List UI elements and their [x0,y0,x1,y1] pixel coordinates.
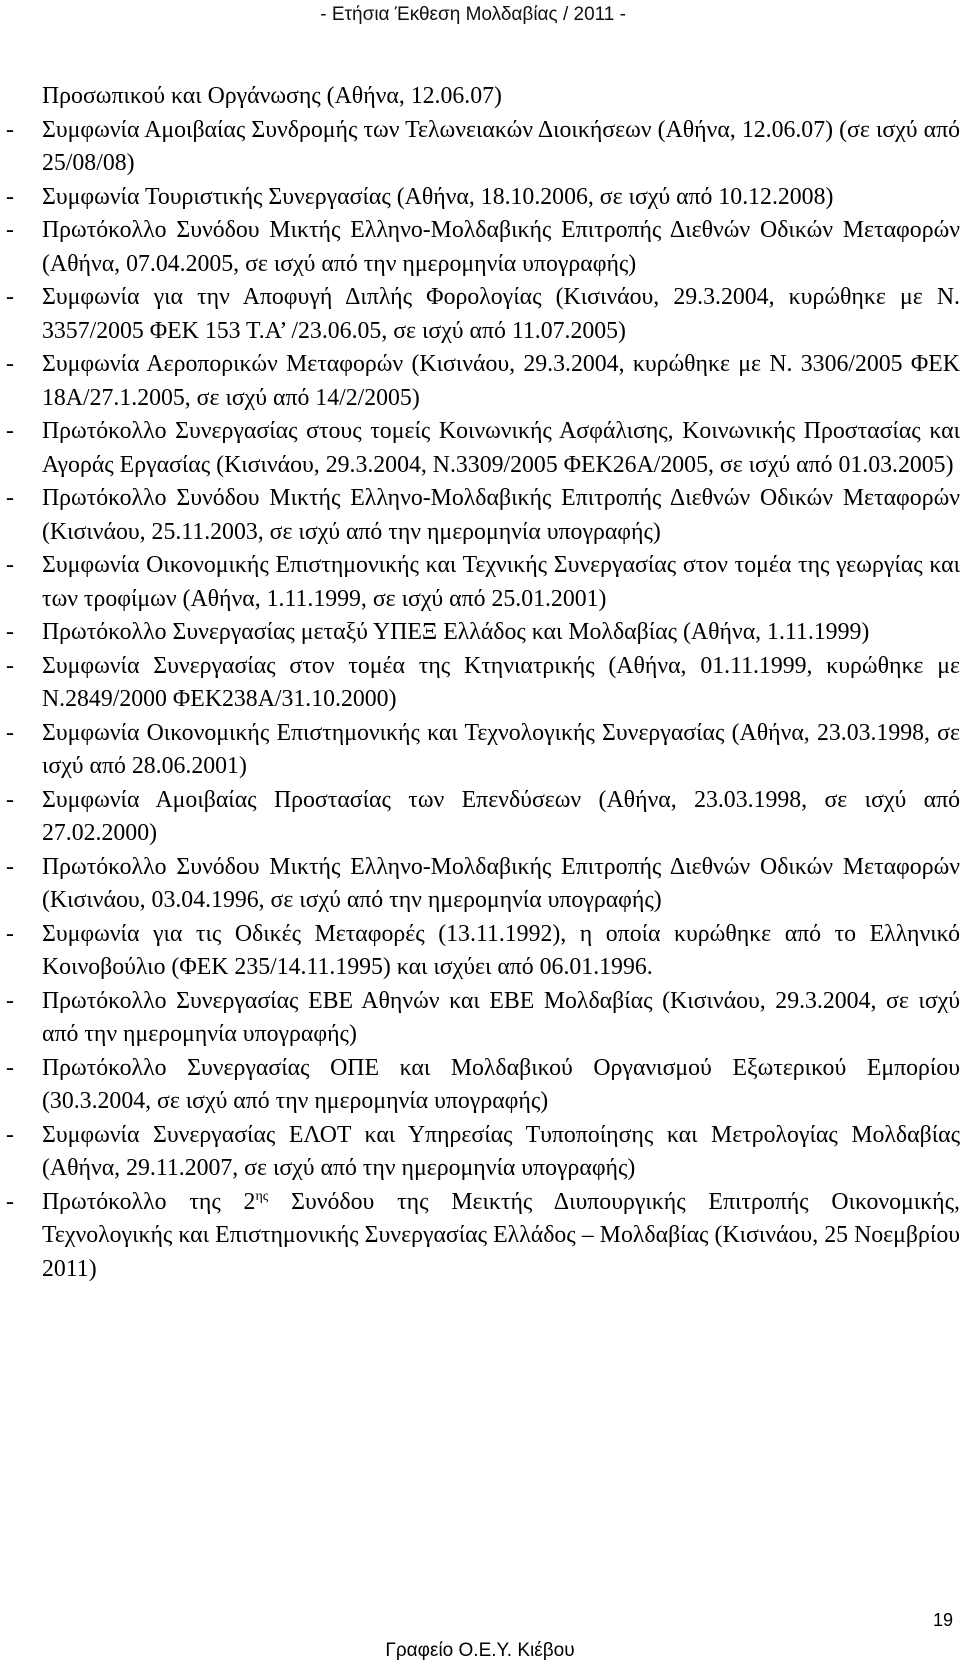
list-bullet: - [6,485,14,511]
list-item-text: Πρωτόκολλο Συνεργασίας στους τομείς Κοινωνικής Ασφάλισης, Κοινωνικής Προστασίας και Αγοράς Εργασίας (Κισινάου, 29.3.2004, Ν.3309/2005 ΦΕΚ26Α/2005, σε ισχύ από 01.03.2005) [42,418,960,478]
list-item-text: Συμφωνία Οικονομικής Επιστημονικής και Τεχνικής Συνεργασίας στον τομέα της γεωργίας και των τροφίμων (Αθήνα, 1.11.1999, σε ισχύ από 25.01.2001) [42,552,960,612]
page-footer: Γραφείο Ο.Ε.Υ. Κιέβου [385,1640,575,1661]
list-item [6,616,960,650]
list-bullet: - [6,183,14,210]
list-bullet: - [6,217,14,243]
list-bullet: - [6,116,14,143]
last-item-text-end: Συνόδου της Μεικτής Διυπουργικής Επιτροπής Οικονομικής, Τεχνολογικής και Επιστημονικής Συνεργασίας Ελλάδος – Μολδαβίας (Κισινάου, 25 Νοεμβρίου 2011) [42,1188,960,1282]
list-item [6,717,960,784]
list-bullet: - [6,652,14,679]
list-item [6,784,960,851]
list-item-text: Συμφωνία Οικονομικής Επιστημονικής και Τεχνολογικής Συνεργασίας (Αθήνα, 23.03.1998, σε ισχύ από 28.06.2001) [42,719,960,779]
list-item [6,415,960,482]
list-item-text: Πρωτόκολλο Συνόδου Μικτής Ελληνο-Μολδαβικής Επιτροπής Διεθνών Οδικών Μεταφορών (Αθήνα, 07.04.2005, σε ισχύ από την ημερομηνία υπογραφής) [42,217,960,277]
list-item [6,1052,960,1119]
page-number: 19 [932,1610,953,1630]
list-bullet: - [6,853,14,880]
list-item-text: Συμφωνία Αμοιβαίας Προστασίας των Επενδύσεων (Αθήνα, 23.03.1998, σε ισχύ από 27.02.2000) [42,786,960,846]
list-bullet: - [6,351,14,377]
list-item-text: Συμφωνία για τις Οδικές Μεταφορές (13.11.1992), η οποία κυρώθηκε από το Ελληνικό Κοινοβούλιο (ΦΕΚ 235/14.11.1995) και ισχύει από 06.01.1996. [42,920,960,980]
list-item-text: Συμφωνία Συνεργασίας στον τομέα της Κτηνιατρικής (Αθήνα, 01.11.1999, κυρώθηκε με Ν.2849/2000 ΦΕΚ238Α/31.10.2000) [42,652,960,712]
list-item-last [6,1186,960,1287]
list-item-text: Συμφωνία Αμοιβαίας Συνδρομής των Τελωνειακών Διοικήσεων (Αθήνα, 12.06.07) (σε ισχύ από 25/08/08) [42,116,960,176]
list-item-text: Πρωτόκολλο Συνόδου Μικτής Ελληνο-Μολδαβικής Επιτροπής Διεθνών Οδικών Μεταφορών (Κισινάου, 03.04.1996, σε ισχύ από την ημερομηνία υπογραφής) [42,853,960,913]
list-item-text: Πρωτόκολλο Συνεργασίας ΟΠΕ και Μολδαβικού Οργανισμού Εξωτερικού Εμπορίου (30.3.2004, σε ισχύ από την ημερομηνία υπογραφής) [42,1054,960,1114]
agreements-list [6,114,960,1186]
continuation-text: Προσωπικού και Οργάνωσης (Αθήνα, 12.06.07) [42,83,502,109]
list-item-text: Πρωτόκολλο Συνεργασίας μεταξύ ΥΠΕΞ Ελλάδος και Μολδαβίας (Αθήνα, 1.11.1999) [42,619,870,645]
last-item-text-start: Πρωτόκολλο της 2 [42,1188,256,1215]
list-item [6,181,960,215]
ordinal-superscript: ης [255,1188,269,1204]
list-item-text: Πρωτόκολλο Συνεργασίας ΕΒΕ Αθηνών και ΕΒΕ Μολδαβίας (Κισινάου, 29.3.2004, σε ισχύ από την ημερομηνία υπογραφής) [42,987,960,1047]
list-bullet: - [6,1188,14,1215]
list-bullet: - [6,987,14,1014]
list-item-text: Συμφωνία Αεροπορικών Μεταφορών (Κισινάου, 29.3.2004, κυρώθηκε με Ν. 3306/2005 ΦΕΚ 18Α/27.1.2005, σε ισχύ από 14/2/2005) [42,351,960,411]
list-bullet: - [6,284,14,310]
list-item [6,482,960,549]
list-bullet: - [6,1121,14,1148]
list-bullet: - [6,552,14,578]
list-item-text: Συμφωνία για την Αποφυγή Διπλής Φορολογίας (Κισινάου, 29.3.2004, κυρώθηκε με Ν. 3357/2005 ΦΕΚ 153 Τ.Α’ /23.06.05, σε ισχύ από 11.07.2005) [42,284,960,344]
list-bullet: - [6,786,14,813]
list-item [6,348,960,415]
list-item [6,918,960,985]
list-item-text: Πρωτόκολλο Συνόδου Μικτής Ελληνο-Μολδαβικής Επιτροπής Διεθνών Οδικών Μεταφορών (Κισινάου, 25.11.2003, σε ισχύ από την ημερομηνία υπογραφής) [42,485,960,545]
list-item [6,549,960,616]
list-bullet: - [6,719,14,746]
list-bullet: - [6,418,14,444]
list-bullet: - [6,920,14,947]
list-item [6,281,960,348]
list-item-text: Συμφωνία Συνεργασίας ΕΛΟΤ και Υπηρεσίας Τυποποίησης και Μετρολογίας Μολδαβίας (Αθήνα, 29.11.2007, σε ισχύ από την ημερομηνία υπογραφής) [42,1121,960,1181]
list-item [6,1119,960,1186]
list-item [6,114,960,181]
list-item [6,985,960,1052]
list-item-text: Συμφωνία Τουριστικής Συνεργασίας (Αθήνα, 18.10.2006, σε ισχύ από 10.12.2008) [42,183,834,210]
page-header: - Ετήσια Έκθεση Μολδαβίας / 2011 - [320,4,626,25]
list-item [6,851,960,918]
list-bullet: - [6,619,14,645]
list-item [6,214,960,281]
list-item [6,650,960,717]
list-bullet: - [6,1054,14,1081]
document-body [6,80,960,1286]
